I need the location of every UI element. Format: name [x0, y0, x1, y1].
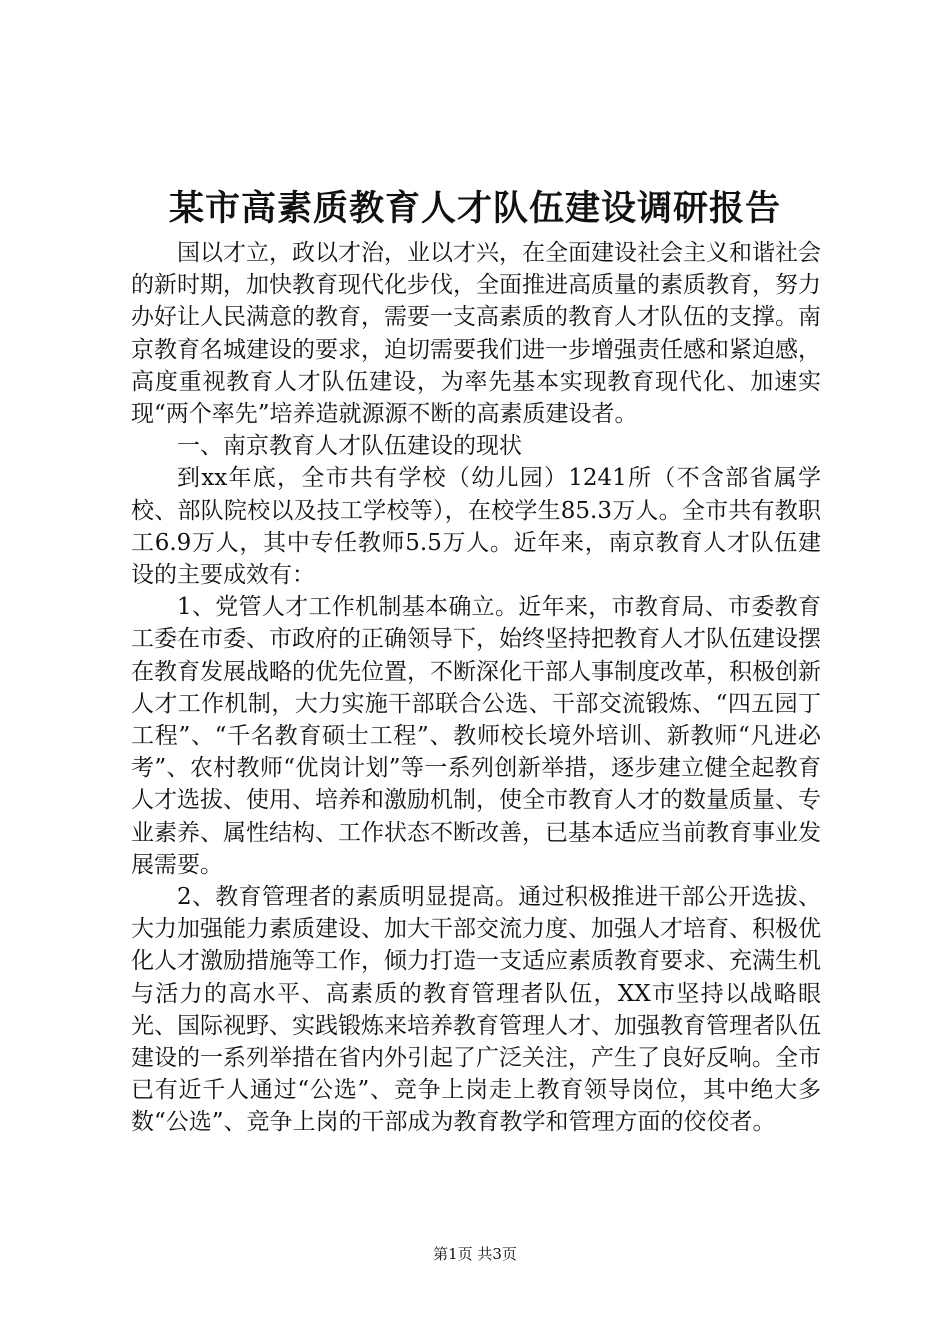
statistics-paragraph: 到xx年底，全市共有学校（幼儿园）1241所（不含部省属学校、部队院校以及技工学校等），在校学生85.3万人。全市共有教职工6.9万人，其中专任教师5.5万人。近年来，南京教育人才队伍建设的主要成效有： — [131, 465, 821, 589]
document-body — [131, 237, 821, 1139]
achievement-paragraph-2: 2、教育管理者的素质明显提高。通过积极推进干部公开选拔、大力加强能力素质建设、加大干部交流力度、加强人才培育、积极优化人才激励措施等工作，倾力打造一支适应素质教育要求、充满生机与活力的高水平、高素质的教育管理者队伍，XX市坚持以战略眼光、国际视野、实践锻炼来培养教育管理人才、加强教育管理者队伍建设的一系列举措在省内外引起了广泛关注，产生了良好反响。全市已有近千人通过“公选”、竞争上岗走上教育领导岗位，其中绝大多数“公选”、竞争上岗的干部成为教育教学和管理方面的佼佼者。 — [131, 884, 821, 1136]
intro-paragraph: 国以才立，政以才治，业以才兴，在全面建设社会主义和谐社会的新时期，加快教育现代化步伐，全面推进高质量的素质教育，努力办好让人民满意的教育，需要一支高素质的教育人才队伍的支撑。南京教育名城建设的要求，迫切需要我们进一步增强责任感和紧迫感，高度重视教育人才队伍建设，为率先基本实现教育现代化、加速实现“两个率先”培养造就源源不断的高素质建设者。 — [131, 240, 821, 428]
page-number-footer: 第1页 共3页 — [433, 1245, 517, 1263]
document-title: 某市高素质教育人才队伍建设调研报告 — [168, 188, 781, 229]
achievement-paragraph-1: 1、党管人才工作机制基本确立。近年来，市教育局、市委教育工委在市委、市政府的正确领导下，始终坚持把教育人才队伍建设摆在教育发展战略的优先位置，不断深化干部人事制度改革，积极创新人才工作机制，大力实施干部联合公选、干部交流锻炼、“四五园丁工程”、“千名教育硕士工程”、教师校长境外培训、新教师“凡进必考”、农村教师“优岗计划”等一系列创新举措，逐步建立健全起教育人才选拔、使用、培养和激励机制，使全市教育人才的数量质量、专业素养、属性结构、工作状态不断改善，已基本适应当前教育事业发展需要。 — [131, 594, 821, 878]
section-heading: 一、南京教育人才队伍建设的现状 — [177, 433, 522, 460]
